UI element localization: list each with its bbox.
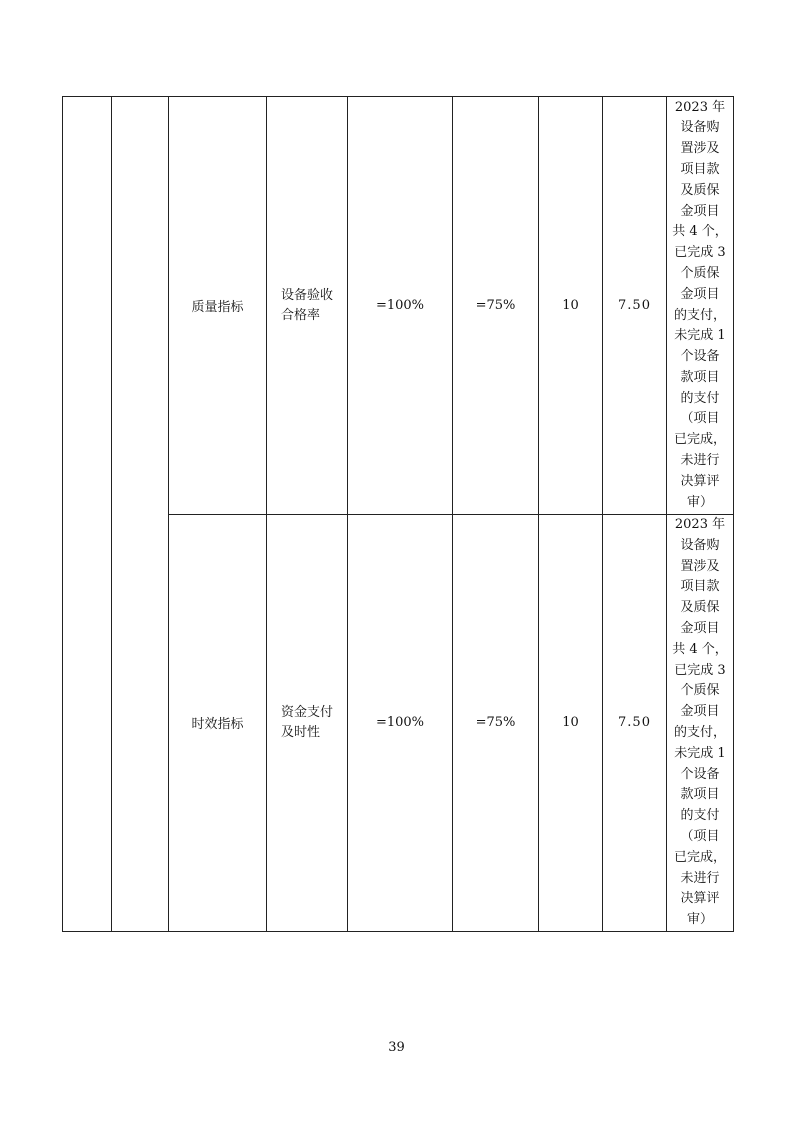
deviation-note (667, 515, 733, 931)
category-cell: 时效指标 (169, 515, 267, 932)
actual-value-cell: =75% (453, 515, 539, 932)
target-value-cell: =100% (348, 515, 453, 932)
category-cell: 质量指标 (169, 97, 267, 515)
note-line: 置涉及 (680, 558, 720, 574)
note-line: 决算评 (680, 891, 720, 907)
empty-cell-level1 (63, 97, 112, 932)
score-cell: 7.50 (603, 515, 667, 932)
weight-cell: 10 (539, 97, 603, 515)
note-cell (667, 97, 734, 515)
note-line: 的支付 (680, 390, 720, 406)
note-line: 金项目 (680, 203, 720, 219)
note-line: 个质保 (680, 683, 720, 699)
note-line: 金项目 (680, 704, 720, 720)
note-line: 置涉及 (680, 141, 720, 157)
note-line: 已完成， (673, 432, 726, 448)
note-line: 未进行 (680, 453, 720, 469)
note-line: 审） (686, 912, 713, 928)
note-line: 2023 年 (674, 517, 726, 532)
note-line: 项目款 (680, 161, 720, 177)
note-line: 设备购 (680, 537, 720, 553)
note-line: （项目 (680, 828, 720, 844)
note-line: 款项目 (680, 787, 720, 803)
note-line: 已完成， (673, 849, 726, 865)
note-line: （项目 (680, 411, 720, 427)
note-line: 金项目 (680, 286, 720, 302)
note-line: 已完成 3 (674, 662, 726, 678)
deviation-note (667, 98, 733, 514)
performance-indicator-table (62, 96, 734, 932)
target-value-cell: =100% (348, 97, 453, 515)
note-line: 个设备 (680, 349, 720, 365)
note-line: 及质保 (680, 182, 720, 198)
table-row (63, 97, 734, 515)
actual-value-cell: =75% (453, 97, 539, 515)
weight-cell: 10 (539, 515, 603, 932)
note-line: 未完成 1 (674, 328, 726, 344)
note-line: 共 4 个， (672, 641, 728, 657)
note-line: 未进行 (680, 870, 720, 886)
empty-cell-level2 (112, 97, 169, 932)
note-line: 的支付 (680, 808, 720, 824)
note-line: 及质保 (680, 600, 720, 616)
note-line: 的支付， (673, 724, 726, 740)
note-line: 个质保 (680, 265, 720, 281)
note-line: 设备购 (680, 120, 720, 136)
page-number: 39 (388, 1040, 405, 1055)
note-line: 已完成 3 (674, 245, 726, 261)
note-line: 金项目 (680, 620, 720, 636)
note-line: 的支付， (673, 307, 726, 323)
note-line: 个设备 (680, 766, 720, 782)
note-line: 项目款 (680, 579, 720, 595)
note-line: 未完成 1 (674, 745, 726, 761)
note-line: 款项目 (680, 369, 720, 385)
indicator-cell: 资金支付 及时性 (267, 515, 348, 932)
note-cell (667, 515, 734, 932)
note-line: 共 4 个， (672, 224, 728, 240)
indicator-cell: 设备验收 合格率 (267, 97, 348, 515)
note-line: 2023 年 (674, 99, 726, 115)
note-line: 审） (686, 494, 713, 510)
score-cell: 7.50 (603, 97, 667, 515)
note-line: 决算评 (680, 473, 720, 489)
